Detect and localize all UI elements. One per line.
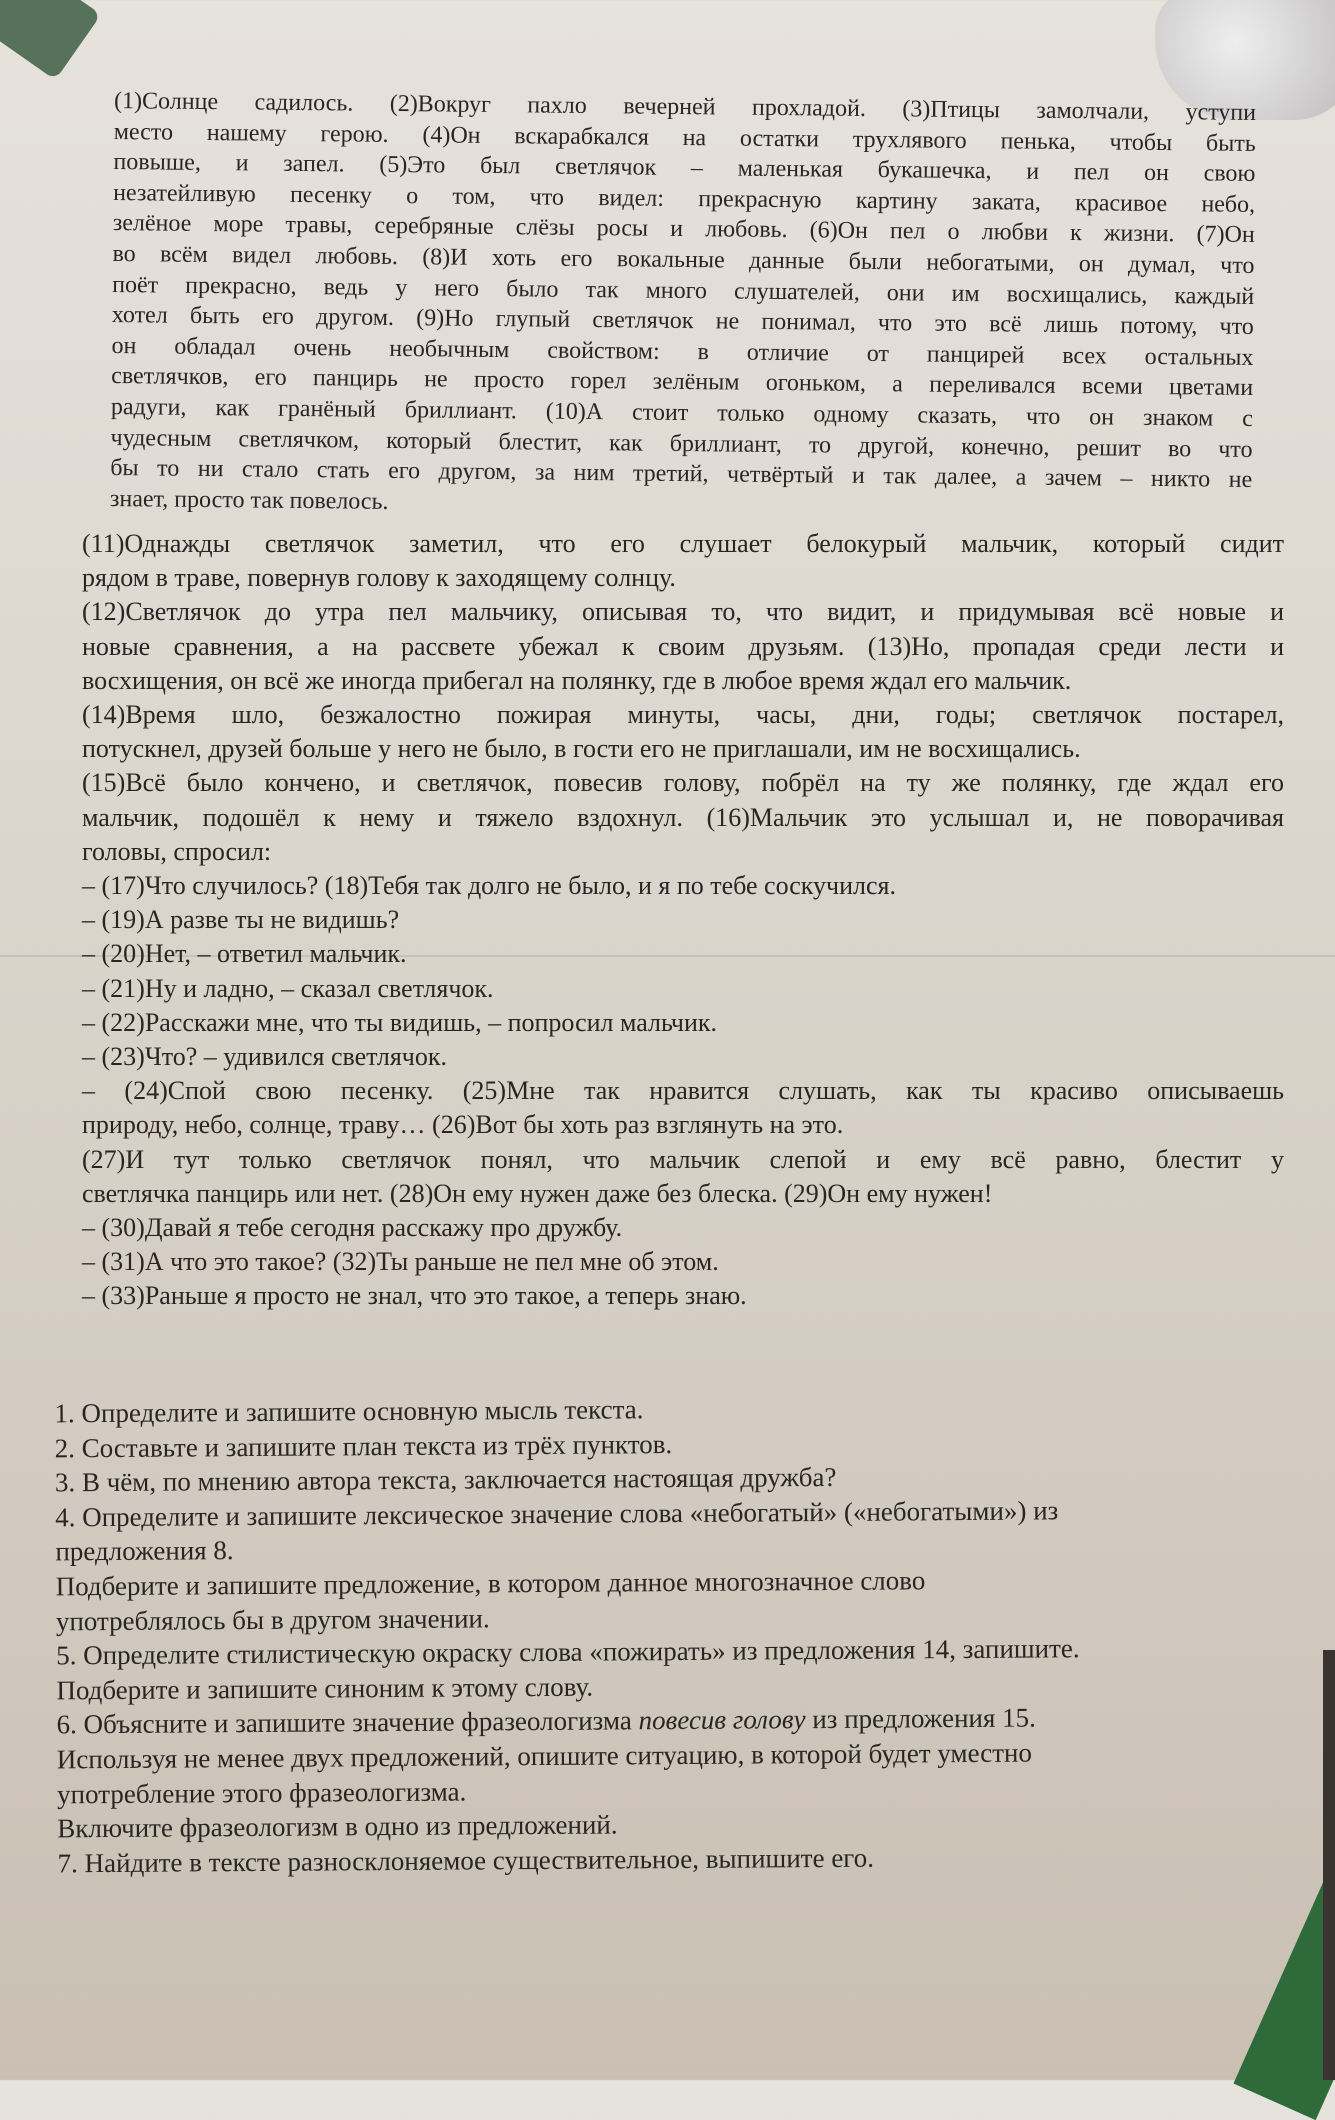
question-5: 5. Определите стилистическую окраску слова «пожирать» из предложения 14, запишите. — [56, 1633, 1080, 1671]
text-line: (27)И тут только светлячок понял, что мальчик слепой и ему всё равно, блестит у — [82, 1144, 1284, 1174]
text-line: – (21)Ну и ладно, – сказал светлячок. — [82, 973, 494, 1003]
text-line: незатейливую песенку о том, что видел: прекрасную картину заката, красивое небо, — [113, 179, 1256, 218]
text-line: (11)Однажды светлячок заметил, что его слушает белокурый мальчик, который сидит — [82, 529, 1284, 558]
text-line: восхищения, он всё же иногда прибегал на полянку, где в любое время ждал его мальчик. — [82, 665, 1072, 695]
text-line: светлячков, его панцирь не просто горел зелёным огоньком, а переливался всеми цветами — [111, 363, 1254, 402]
text-line: (15)Всё было кончено, и светлячок, повесив голову, побрёл на ту же полянку, где ждал его — [82, 768, 1284, 798]
question-6-task: Используя не менее двух предложений, опишите ситуацию, в которой будет уместно — [56, 1737, 1033, 1775]
question-3: 3. В чём, по мнению автора текста, заключается настоящая дружба? — [54, 1462, 837, 1498]
question-6-text-end: из предложения 15. — [805, 1702, 1036, 1735]
question-4: 4. Определите и запишите лексическое значение слова «небогатый» («небогатыми») из — [55, 1495, 1059, 1533]
question-4-task: Подберите и запишите предложение, в котором данное многозначное слово — [55, 1565, 926, 1602]
text-line: (12)Светлячок до утра пел мальчику, описывая то, что видит, и придумывая всё новые и — [82, 597, 1284, 627]
question-6-task-2: Включите фразеологизм в одно из предложений. — [57, 1809, 618, 1844]
text-line: – (33)Раньше я просто не знал, что это такое, а теперь знаю. — [82, 1281, 747, 1311]
story-text-part1 — [110, 86, 1256, 526]
text-line: повыше, и запел. (5)Это был светлячок – маленькая букашечка, и пел он свою — [113, 149, 1256, 188]
text-line: хотел быть его другом. (9)Но глупый светлячок не понимал, что это всё лишь потому, что — [111, 302, 1254, 341]
text-line: – (30)Давай я тебе сегодня расскажу про дружбу. — [82, 1213, 623, 1243]
question-7: 7. Найдите в тексте разносклоняемое существительное, выпишите его. — [57, 1842, 874, 1879]
text-line: место нашему герою. (4)Он вскарабкался на остатки трухлявого пенька, чтобы быть — [113, 118, 1256, 157]
text-line: – (22)Расскажи мне, что ты видишь, – попросил мальчик. — [82, 1007, 718, 1037]
text-line: головы, спросил: — [82, 836, 272, 866]
text-line: – (23)Что? – удивился светлячок. — [82, 1042, 448, 1072]
text-line: бы то ни стало стать его другом, за ним третий, четвёртый и так далее, а зачем – никто не — [110, 455, 1253, 494]
text-line: во всём видел любовь. (8)И хоть его вокальные данные были небогатыми, он думал, что — [112, 240, 1255, 279]
text-line: потускнел, друзей больше у него не было, в гости его не приглашали, им не восхищались. — [82, 734, 1081, 764]
question-6-text: 6. Объясните и запишите значение фразеологизма — [56, 1705, 639, 1740]
question-4-task-cont: употреблялось бы в другом значении. — [55, 1602, 490, 1636]
text-line: мальчик, подошёл к нему и тяжело вздохнул. (16)Мальчик это услышал и, не поворачивая — [82, 802, 1284, 832]
text-line: светлячка панцирь или нет. (28)Он ему нужен даже без блеска. (29)Он ему нужен! — [82, 1178, 993, 1208]
text-line: – (19)А разве ты не видишь? — [82, 905, 400, 935]
question-2: 2. Составьте и запишите план текста из трёх пунктов. — [54, 1428, 673, 1463]
text-line: (14)Время шло, безжалостно пожирая минуты, часы, дни, годы; светлячок постарел, — [82, 700, 1284, 730]
text-line: поёт прекрасно, ведь у него было так много слушателей, они им восхищались, каждый — [112, 271, 1255, 310]
text-line: природу, небо, солнце, траву… (26)Вот бы хоть раз взглянуть на это. — [82, 1110, 844, 1140]
text-line: – (24)Спой свою песенку. (25)Мне так нравится слушать, как ты красиво описываешь — [82, 1076, 1284, 1106]
text-line: знает, просто так повелось. — [109, 485, 389, 515]
text-line: – (20)Нет, – ответил мальчик. — [82, 939, 407, 969]
questions-list — [54, 1388, 1305, 1881]
text-line: – (31)А что это такое? (32)Ты раньше не пел мне об этом. — [82, 1247, 719, 1277]
text-line: зелёное море травы, серебряные слёзы росы и любовь. (6)Он пел о любви к жизни. (7)Он — [112, 210, 1255, 249]
question-4-cont: предложения 8. — [55, 1535, 234, 1567]
green-object-corner — [0, 0, 101, 80]
text-line: чудесным светлячком, который блестит, как бриллиант, то другой, конечно, решит во что — [110, 424, 1253, 463]
question-1: 1. Определите и запишите основную мысль текста. — [54, 1394, 644, 1429]
idiom-italic: повесив голову — [638, 1704, 806, 1736]
text-line: новые сравнения, а на рассвете убежал к своим друзьям. (13)Но, пропадая среди лести и — [82, 631, 1284, 661]
text-line: – (17)Что случилось? (18)Тебя так долго не было, и я по тебе соскучился. — [82, 871, 897, 901]
text-line: (1)Солнце садилось. (2)Вокруг пахло вечерней прохладой. (3)Птицы замолчали, уступи — [113, 88, 1257, 126]
text-line: радуги, как гранёный бриллиант. (10)А стоит только одному сказать, что он знаком с — [110, 393, 1253, 432]
story-text-part2 — [82, 527, 1284, 1314]
question-6-task-cont: употребление этого фразеологизма. — [56, 1776, 467, 1809]
question-5-task: Подберите и запишите синоним к этому слову. — [56, 1671, 594, 1706]
text-line: рядом в траве, повернув голову к заходящему солнцу. — [82, 563, 676, 593]
text-line: он обладал очень необычным свойством: в отличие от панцирей всех остальных — [111, 332, 1254, 371]
table-edge — [1323, 1650, 1335, 2080]
